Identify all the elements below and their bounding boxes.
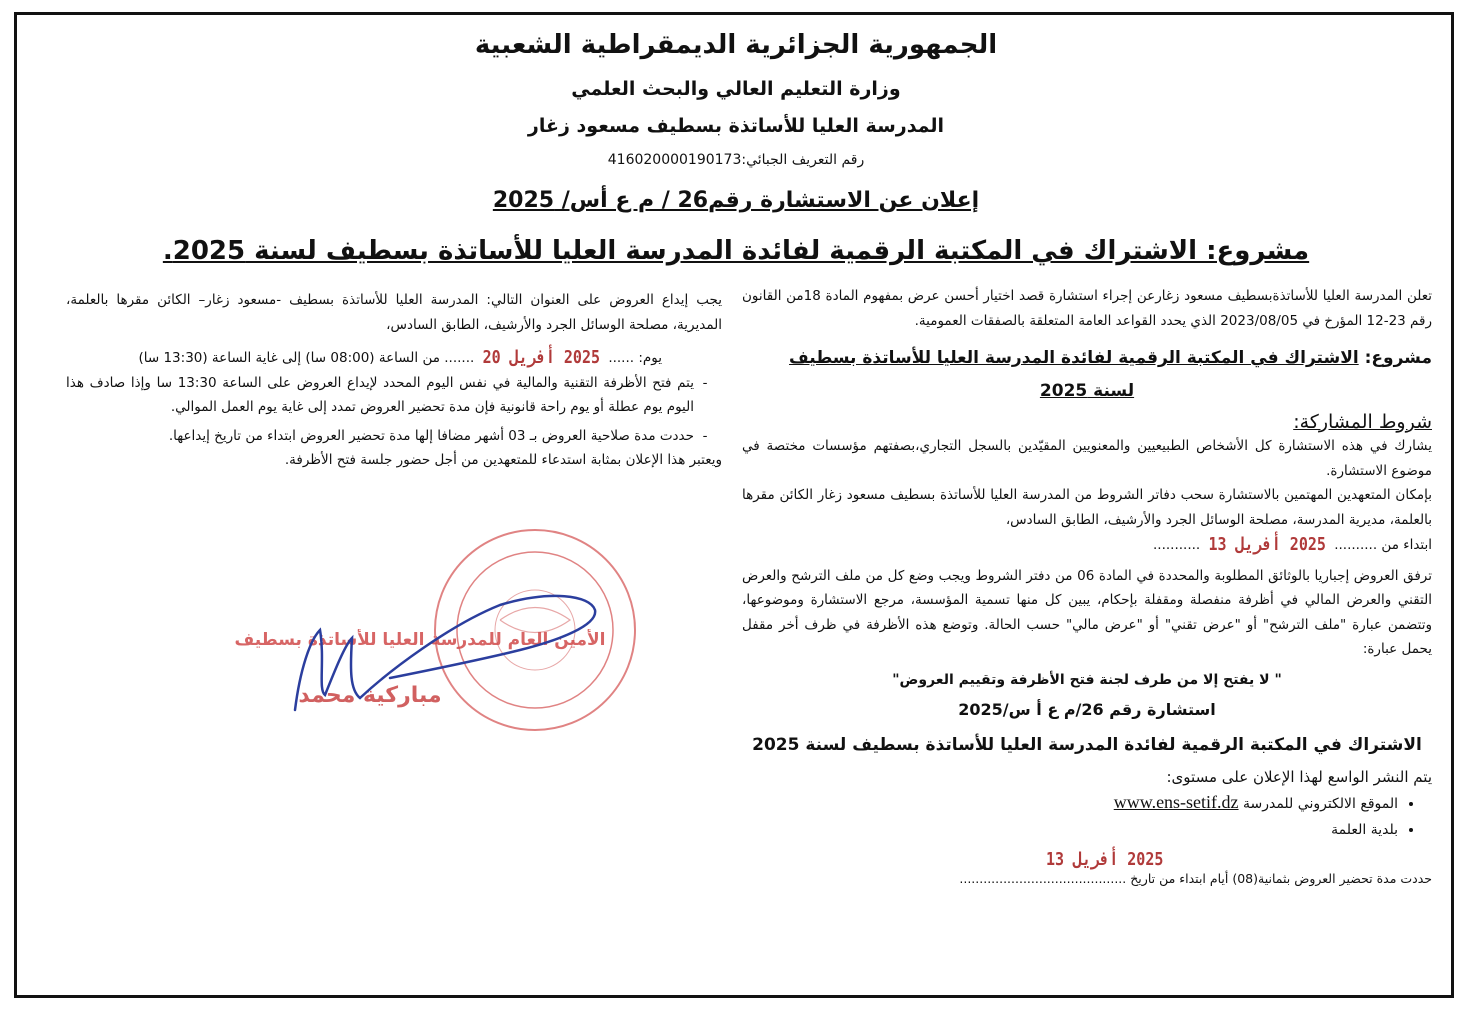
tax-id: رقم التعريف الجبائي:416020000190173	[607, 152, 865, 168]
project-year: لسنة 2025	[1039, 381, 1135, 401]
ministry-title: وزارة التعليم العالي والبحث العلمي	[571, 78, 901, 100]
publication-title: يتم النشر الواسع لهذا الإعلان على مستوى:	[1166, 767, 1432, 786]
announcement-title: إعلان عن الاستشارة رقم26 / م ع أس/ 2025	[492, 188, 980, 213]
bullet-opening: - يتم فتح الأظرفة التقنية والمالية في نفس اليوم المحدد لإيداع العروض على الساعة 13:30 سا وإذا صادف هذا اليوم يوم عطلة أو يوم راحة قانونية فإن مدة تحضير العروض تمدد إلى غاية يوم العمل الموالي.	[66, 371, 694, 420]
envelope-quote: " لا يفتح إلا من طرف لجنة فتح الأظرفة وتقييم العروض"	[892, 671, 1282, 688]
closing-paragraph: ويعتبر هذا الإعلان بمثابة استدعاء للمتعهدين من أجل حضور جلسة فتح الأظرفة.	[284, 452, 722, 468]
conditions-title: شروط المشاركة:	[1293, 410, 1432, 433]
deposit-paragraph: يجب إيداع العروض على العنوان التالي: المدرسة العليا للأساتذة بسطيف -مسعود زغار– الكائن مقرها بالعلمة، المديرية، مصلحة الوسائل الجرد والأرشيف، الطابق السادس،	[66, 292, 722, 333]
bullet-validity: - حددت مدة صلاحية العروض بـ 03 أشهر مضافا إلها مدة تحضير العروض ابتداء من تاريخ إيداعها.	[66, 424, 694, 449]
site-url-link[interactable]: www.ens-setif.dz	[1113, 792, 1239, 812]
project-repeat: الاشتراك في المكتبة الرقمية لفائدة المدرسة العليا للأساتذة بسطيف لسنة 2025	[752, 734, 1422, 755]
publication-site	[742, 789, 1398, 817]
intro-paragraph: تعلن المدرسة العليا للأساتذةبسطيف مسعود زغارعن إجراء استشارة قصد اختيار أحسن عرض بمفهوم المادة 18من القانون رقم 23-12 المؤرخ في 2023/08/05 الذي يحدد القواعد العامة المتعلقة بالصفقات العمومية.	[742, 288, 1432, 329]
duration-text: حددت مدة تحضير العروض بثمانية(08) أيام ابتداء من تاريخ ..........................................	[959, 870, 1432, 886]
from-label: ابتداء من ..........	[1334, 537, 1432, 553]
right-column	[742, 284, 1432, 891]
conditions-paragraph-2: بإمكان المتعهدين المهتمين بالاستشارة سحب دفاتر الشروط من المدرسة العليا للأساتذة بسطيف مسعود زغار الكائن مقرها بالعلمة، مديرية المدرسة، مصلحة الوسائل الجرد والأرشيف، الطابق السادس،	[742, 487, 1432, 528]
signer-name: مباركية محمد	[298, 683, 442, 708]
school-title: المدرسة العليا للأساتذة بسطيف مسعود زغار	[527, 115, 945, 137]
conditions-bullets	[66, 371, 722, 449]
day-label: يوم: ......	[608, 350, 662, 366]
project-text: الاشتراك في المكتبة الرقمية لفائدة المدرسة العليا للأساتذة بسطيف	[789, 348, 1359, 368]
stamp-line: الأمين العام للمدرسة العليا للأساتذة بسطيف	[234, 630, 606, 650]
signature-stamp	[200, 520, 640, 740]
from-date-line	[742, 532, 1432, 558]
publication-municipality: • بلدية العلمة	[742, 817, 1398, 843]
publication-list	[742, 789, 1432, 843]
from-tail: ...........	[1153, 537, 1201, 553]
deposit-day-line	[66, 345, 722, 371]
day-date-handwritten: 2025 أفريل 20	[482, 346, 601, 368]
project-title: مشروع: الاشتراك في المكتبة الرقمية لفائدة المدرسة العليا للأساتذة بسطيف لسنة 2025.	[162, 236, 1310, 266]
day-tail: ....... من الساعة (08:00 سا) إلى غاية الساعة (13:30 سا)	[138, 350, 475, 366]
from-date-handwritten: 2025 أفريل 13	[1208, 533, 1326, 555]
left-column	[66, 288, 722, 473]
envelopes-paragraph: ترفق العروض إجباريا بالوثائق المطلوبة والمحددة في المادة 06 من دفتر الشروط ويجب وضع كل من ملف الترشح والعرض التقني والعرض المالي في أظرفة منفصلة ومقفلة بإحكام، يبين كل منها تسمية المؤسسة، مرجع الاستشارة وموضوعها، وتتضمن عبارة "ملف الترشح" أو "عرض تقني" أو "عرض مالي" حسب الحالة. وتوضع هذه الأظرفة في ظرف أخر مقفل يحمل عبارة:	[742, 567, 1432, 657]
site-label: الموقع الالكتروني للمدرسة	[1242, 796, 1398, 812]
duration-date-handwritten: 2025 أفريل 13	[1046, 848, 1164, 870]
consultation-number: استشارة رقم 26/م ع أ س/2025	[958, 700, 1216, 719]
republic-title: الجمهورية الجزائرية الديمقراطية الشعبية	[474, 30, 998, 60]
conditions-paragraph-1: يشارك في هذه الاستشارة كل الأشخاص الطبيعيين والمعنويين المقيّدين بالسجل التجاري،بصفتهم مؤسسات مختصة في موضوع الاستشارة.	[742, 438, 1432, 479]
project-label: مشروع:	[1364, 348, 1432, 368]
project-heading	[742, 343, 1432, 373]
